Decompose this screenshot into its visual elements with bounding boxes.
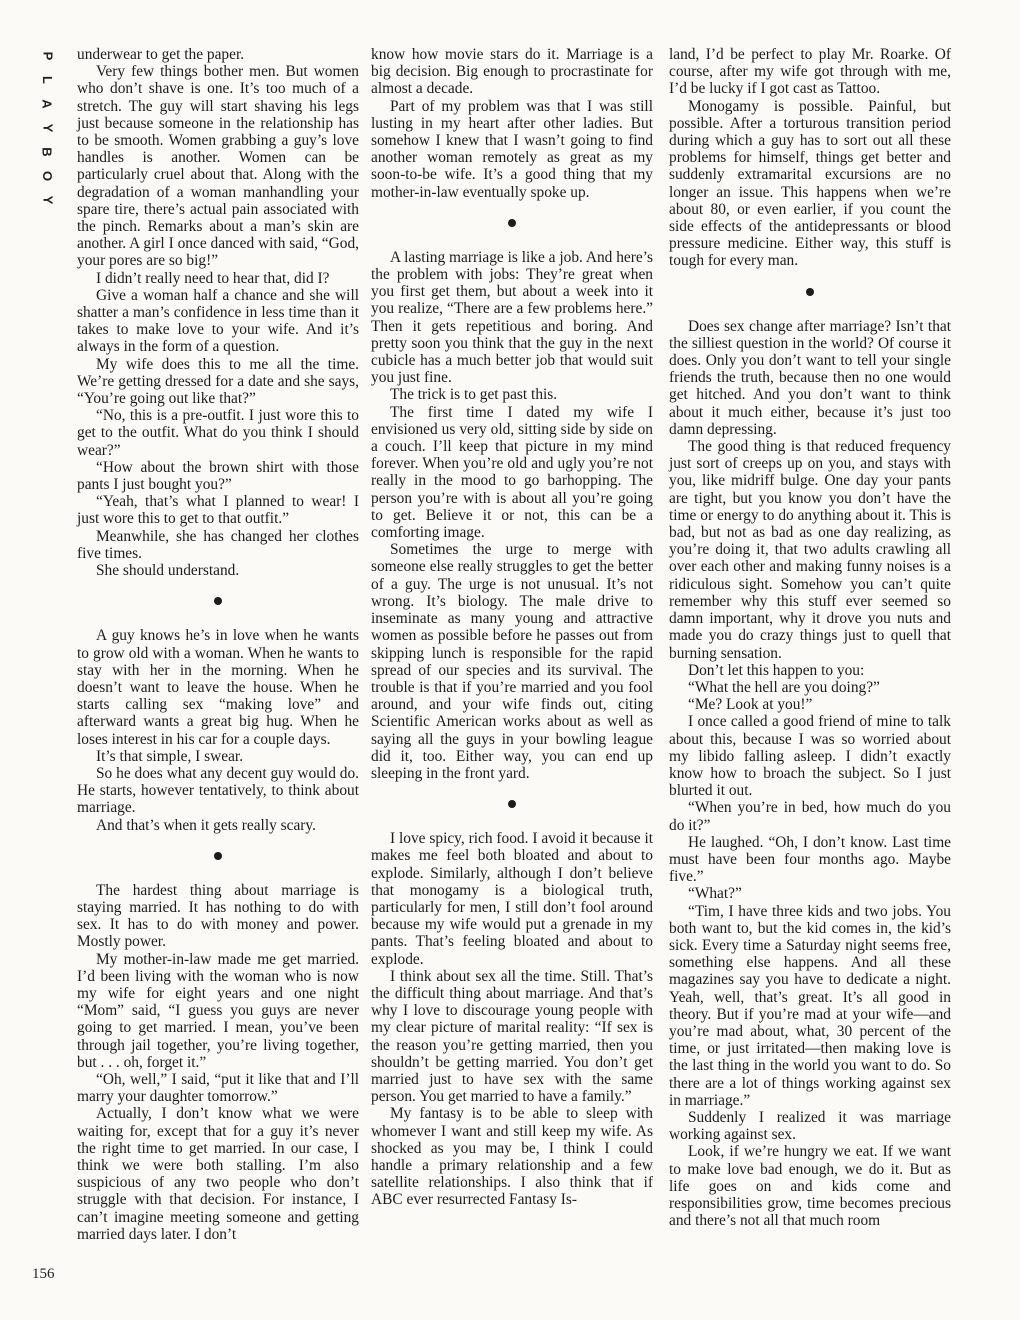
article-paragraph: A guy knows he’s in love when he wants to grow old with a woman. When he wants to stay with her in the morning. When he doesn’t want to leave the house. When he starts calling sex “making love” and afterward wants a great big hug. When he loses interest in his car for a couple days. <box>77 627 359 748</box>
article-paragraph: underwear to get the paper. <box>77 46 245 63</box>
article-paragraph: The trick is to get past this. <box>390 386 558 404</box>
article-column-2 <box>371 46 653 1209</box>
article-paragraph: Monogamy is possible. Painful, but possible. After a torturous transition period during which a guy has to sort out all these problems for himself, things get better and suddenly extramarital excursions are no longer an issue. This happens when we’re about 80, or even earlier, if you count the side effects of the antidepressants or blood pressure medicine. Either way, this stuff is tough for every man. <box>669 97 951 270</box>
section-break-bullet <box>508 800 516 808</box>
article-paragraph: “What?” <box>688 885 742 903</box>
article-column-1 <box>77 46 359 1243</box>
article-paragraph: Part of my problem was that I was still lusting in my heart after other ladies. But somehow I knew that I wasn’t going to find another woman remotely as great as my soon-to-be wife. It’s a good thing that my mother-in-law eventually spoke up. <box>371 97 653 201</box>
article-paragraph: “What the hell are you doing?” <box>688 678 880 696</box>
section-break-bullet <box>806 288 814 296</box>
article-paragraph: The good thing is that reduced frequency just sort of creeps up on you, and stays with you, like midriff bulge. One day your pants are tight, but you know you don’t have the time or energy to do anything about it. This is bad, but not as bad as one day realizing, as you’re doing it, that two adults crawling all over each other and making funny noises is a ridiculous sight. Somehow you can’t quite remember why this stuff ever seemed so damn important, why it drove you nuts and made you do crazy things just to quell that burning sensation. <box>669 438 951 662</box>
article-paragraph: “Oh, well,” I said, “put it like that and I’ll marry your daughter tomorrow.” <box>77 1070 359 1106</box>
sidebar-letter: L <box>39 76 55 84</box>
article-paragraph: “Me? Look at you!” <box>688 696 813 714</box>
article-paragraph: Don’t let this happen to you: <box>688 661 865 679</box>
article-paragraph: Does sex change after marriage? Isn’t that the silliest question in the world? Of course it does. Only you don’t want to tell your single friends the truth, because then no one would get hitched. And you don’t want to think about it much either, because it’s just too damn depressing. <box>669 317 951 438</box>
article-paragraph: The first time I dated my wife I envisioned us very old, sitting side by side on a couch. I’ll keep that picture in my mind forever. When you’re old and ugly you’re not really in the mood to go barhopping. The person you’re with is about all you’re going to get. Believe it or not, this can be a comforting image. <box>371 403 653 542</box>
section-break-bullet <box>508 219 516 227</box>
article-paragraph: Look, if we’re hungry we eat. If we want to make love bad enough, we do it. But as life goes on and kids come and responsibilities grow, time becomes precious and there’s not all that much room <box>669 1143 951 1230</box>
article-paragraph: My wife does this to me all the time. We’re getting dressed for a date and she says, “You’re going out like that?” <box>77 355 359 408</box>
article-paragraph: He laughed. “Oh, I don’t know. Last time must have been four months ago. Maybe five.” <box>669 833 951 886</box>
sidebar-letter: A <box>39 99 55 109</box>
article-paragraph: Actually, I don’t know what we were waiting for, except that for a guy it’s never the right time to get married. In our case, I think we were both stalling. I’m also suspicious of any two people who don’t struggle with that decision. For instance, I can’t imagine meeting someone and getting married days later. I don’t <box>77 1105 359 1243</box>
article-paragraph: Give a woman half a chance and she will shatter a man’s confidence in less time than it takes to make love to your wife. And it’s always in the form of a question. <box>77 286 359 356</box>
article-paragraph: Meanwhile, she has changed her clothes five times. <box>77 527 359 562</box>
article-paragraph: She should understand. <box>96 562 240 580</box>
article-paragraph: “No, this is a pre-outfit. I just wore this to get to the outfit. What do you think I should wear?” <box>77 407 359 459</box>
article-paragraph: It’s that simple, I swear. <box>96 747 244 765</box>
article-paragraph: I once called a good friend of mine to talk about this, because I was so worried about my libido falling asleep. I didn’t exactly know how to broach the subject. So I just blurted it out. <box>669 713 951 800</box>
article-paragraph: Very few things bother men. But women who don’t shave is one. It’s too much of a stretch. The guy will start shaving his legs just because someone in the relationship has to be smooth. Women grabbing a guy’s love handles is another. Women can be particularly cruel about that. Along with the degradation of a woman manhandling your spare tire, there’s actual pain associated with the pinch. Remarks about a man’s skin are another. A girl I once danced with said, “God, your pores are so big!” <box>77 63 359 270</box>
article-paragraph: “Tim, I have three kids and two jobs. You both want to, but the kid comes in, the kid’s sick. Every time a Saturday night seems free, something else happens. And all these magazines say you have to dedicate a night. Yeah, well, that’s great. It’s all good in theory. But if you’re mad at your wife—and you’re mad about, what, 30 percent of the time, or just irritated—then making love is the last thing in the world you want to do. So there are a lot of things working against sex in marriage.” <box>669 902 951 1109</box>
article-paragraph: “Yeah, that’s what I planned to wear! I just wore this to get to that outfit.” <box>77 493 359 528</box>
article-paragraph: I love spicy, rich food. I avoid it because it makes me feel both bloated and about to explode. Similarly, although I don’t believe that monogamy is a biological truth, particularly for men, I still don’t fool around because my wife would put a grenade in my pants. That’s feeling bloated and about to explode. <box>371 830 653 968</box>
section-break-bullet <box>214 852 222 860</box>
section-break-bullet <box>214 597 222 605</box>
sidebar-letter: B <box>39 147 55 157</box>
magazine-sidebar-label <box>30 44 54 212</box>
article-paragraph: A lasting marriage is like a job. And here’s the problem with jobs: They’re great when you first get them, but about a week into it you realize, “There are a few problems here.” Then it gets repetitious and boring. And pretty soon you think that the guy in the next cubicle has a much better job that would suit you just fine. <box>371 248 653 387</box>
page-number: 156 <box>32 1266 55 1282</box>
article-column-3 <box>669 46 951 1229</box>
article-paragraph: My fantasy is to be able to sleep with whomever I want and still keep my wife. As shocked as you may be, I think I could handle a primary relationship and a few satellite relationships. I also think that if ABC ever resurrected Fantasy Is- <box>371 1105 653 1209</box>
article-paragraph: My mother-in-law made me get married. I’d been living with the woman who is now my wife for eight years and one night “Mom” said, “I guess you guys are never going to get married. I mean, you’ve been through jail together, you’re living together, but . . . oh, forget it.” <box>77 950 359 1071</box>
sidebar-letter: O <box>40 170 55 182</box>
article-paragraph: Suddenly I realized it was marriage working against sex. <box>669 1108 951 1144</box>
sidebar-letter: P <box>39 51 55 61</box>
article-paragraph: land, I’d be perfect to play Mr. Roarke. Of course, after my wife got through with me, I’d be lucky if I got cast as Tattoo. <box>669 46 951 98</box>
article-paragraph: So he does what any decent guy would do. He starts, however tentatively, to think about marriage. <box>77 764 359 817</box>
article-paragraph: “How about the brown shirt with those pants I just bought you?” <box>77 458 359 494</box>
article-paragraph: I didn’t really need to hear that, did I? <box>96 269 330 287</box>
sidebar-letter: Y <box>39 195 55 205</box>
article-paragraph: “When you’re in bed, how much do you do it?” <box>669 799 951 834</box>
article-paragraph: know how movie stars do it. Marriage is a big decision. Big enough to procrastinate for almost a decade. <box>371 46 653 98</box>
article-paragraph: Sometimes the urge to merge with someone else really struggles to get the better of a guy. The urge is not unusual. It’s not wrong. It’s biology. The male drive to inseminate as many young and attractive women as possible before he passes out from skipping lunch is responsible for the rapid spread of our species and its survival. The trouble is that if you’re married and you fool around, and your wife finds out, citing Scientific American works about as well as saying all the guys in your bowling league did it, too. Either way, you can end up sleeping in the front yard. <box>371 541 653 782</box>
article-paragraph: And that’s when it gets really scary. <box>96 816 316 834</box>
sidebar-letter: Y <box>39 123 55 133</box>
article-paragraph: The hardest thing about marriage is staying married. It has nothing to do with sex. It has to do with money and power. Mostly power. <box>77 881 359 951</box>
article-paragraph: I think about sex all the time. Still. That’s the difficult thing about marriage. And that’s why I love to discourage young people with my clear picture of marital reality: “If sex is the reason you’re getting married, then you shouldn’t be getting married. You don’t get married just to have sex with the same person. You get married to have a family.” <box>371 967 653 1106</box>
